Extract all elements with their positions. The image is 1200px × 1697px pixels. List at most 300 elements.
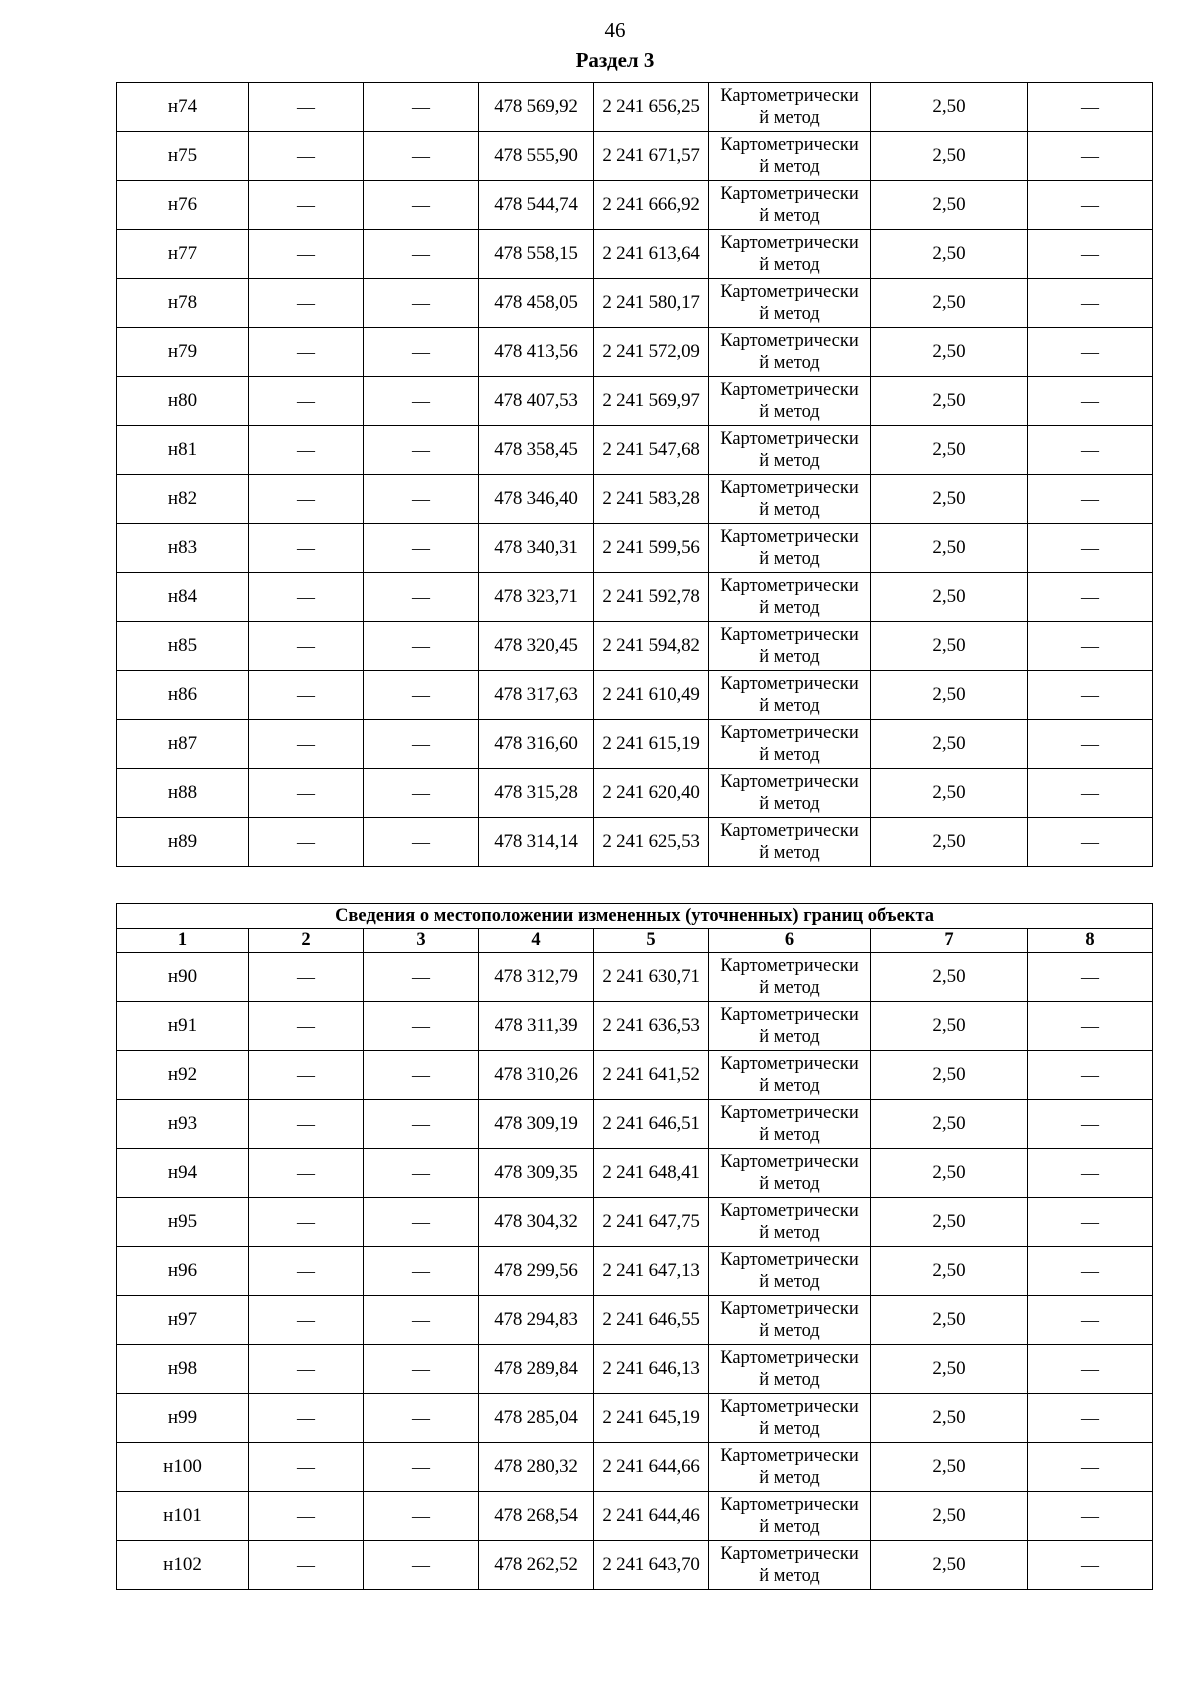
existing-y-cell: — (364, 671, 479, 720)
method-line-2: й метод (759, 1321, 820, 1341)
new-y-cell: 2 241 666,92 (594, 181, 709, 230)
point-id-cell: н96 (117, 1247, 249, 1296)
new-x-cell: 478 262,52 (479, 1541, 594, 1590)
method-line-1: Картометрически (720, 723, 859, 743)
method-line-1: Картометрически (720, 331, 859, 351)
table-row (117, 622, 1153, 671)
existing-x-cell: — (249, 83, 364, 132)
new-x-cell: 478 315,28 (479, 769, 594, 818)
existing-x-cell: — (249, 524, 364, 573)
new-x-cell: 478 555,90 (479, 132, 594, 181)
table-row (117, 230, 1153, 279)
method-line-2: й метод (759, 1125, 820, 1145)
new-y-cell: 2 241 594,82 (594, 622, 709, 671)
existing-x-cell: — (249, 1247, 364, 1296)
method-line-1: Картометрически (720, 429, 859, 449)
table-row (117, 1443, 1153, 1492)
existing-y-cell: — (364, 1492, 479, 1541)
existing-x-cell: — (249, 573, 364, 622)
column-number-3: 3 (364, 929, 479, 953)
accuracy-cell: 2,50 (871, 671, 1028, 720)
new-y-cell: 2 241 671,57 (594, 132, 709, 181)
changed-boundaries-table (116, 903, 1153, 1590)
point-id-cell: н82 (117, 475, 249, 524)
point-id-cell: н74 (117, 83, 249, 132)
new-x-cell: 478 311,39 (479, 1002, 594, 1051)
method-line-2: й метод (759, 1566, 820, 1586)
new-y-cell: 2 241 645,19 (594, 1394, 709, 1443)
existing-x-cell: — (249, 279, 364, 328)
method-cell (709, 475, 871, 524)
table-row (117, 377, 1153, 426)
accuracy-cell: 2,50 (871, 475, 1028, 524)
description-cell: — (1028, 475, 1153, 524)
method-line-1: Картометрически (720, 282, 859, 302)
new-x-cell: 478 294,83 (479, 1296, 594, 1345)
method-line-1: Картометрически (720, 1397, 859, 1417)
new-y-cell: 2 241 644,66 (594, 1443, 709, 1492)
existing-y-cell: — (364, 132, 479, 181)
description-cell: — (1028, 1149, 1153, 1198)
new-x-cell: 478 289,84 (479, 1345, 594, 1394)
existing-y-cell: — (364, 953, 479, 1002)
method-line-2: й метод (759, 1174, 820, 1194)
table-row (117, 671, 1153, 720)
method-line-2: й метод (759, 1419, 820, 1439)
existing-x-cell: — (249, 1492, 364, 1541)
accuracy-cell: 2,50 (871, 720, 1028, 769)
table-row (117, 573, 1153, 622)
table-row (117, 769, 1153, 818)
new-x-cell: 478 309,35 (479, 1149, 594, 1198)
accuracy-cell: 2,50 (871, 1492, 1028, 1541)
method-cell (709, 524, 871, 573)
column-number-1: 1 (117, 929, 249, 953)
description-cell: — (1028, 1296, 1153, 1345)
existing-y-cell: — (364, 377, 479, 426)
new-x-cell: 478 346,40 (479, 475, 594, 524)
method-line-2: й метод (759, 647, 820, 667)
method-line-2: й метод (759, 843, 820, 863)
method-line-2: й метод (759, 745, 820, 765)
coordinates-table-continued (116, 82, 1153, 867)
new-x-cell: 478 569,92 (479, 83, 594, 132)
method-cell (709, 132, 871, 181)
description-cell: — (1028, 573, 1153, 622)
existing-x-cell: — (249, 1443, 364, 1492)
existing-y-cell: — (364, 1051, 479, 1100)
method-cell (709, 1492, 871, 1541)
method-line-1: Картометрически (720, 233, 859, 253)
accuracy-cell: 2,50 (871, 1002, 1028, 1051)
method-cell (709, 1149, 871, 1198)
existing-x-cell: — (249, 1541, 364, 1590)
table-row (117, 328, 1153, 377)
method-line-2: й метод (759, 1223, 820, 1243)
description-cell: — (1028, 769, 1153, 818)
point-id-cell: н88 (117, 769, 249, 818)
existing-x-cell: — (249, 953, 364, 1002)
accuracy-cell: 2,50 (871, 573, 1028, 622)
accuracy-cell: 2,50 (871, 377, 1028, 426)
new-x-cell: 478 413,56 (479, 328, 594, 377)
point-id-cell: н98 (117, 1345, 249, 1394)
method-line-1: Картометрически (720, 86, 859, 106)
table-row (117, 475, 1153, 524)
accuracy-cell: 2,50 (871, 769, 1028, 818)
new-y-cell: 2 241 625,53 (594, 818, 709, 867)
description-cell: — (1028, 1394, 1153, 1443)
method-line-1: Картометрически (720, 184, 859, 204)
new-y-cell: 2 241 580,17 (594, 279, 709, 328)
existing-y-cell: — (364, 181, 479, 230)
accuracy-cell: 2,50 (871, 1394, 1028, 1443)
new-x-cell: 478 358,45 (479, 426, 594, 475)
point-id-cell: н97 (117, 1296, 249, 1345)
existing-y-cell: — (364, 1443, 479, 1492)
method-cell (709, 1100, 871, 1149)
description-cell: — (1028, 1100, 1153, 1149)
method-line-2: й метод (759, 255, 820, 275)
method-line-1: Картометрически (720, 772, 859, 792)
table-row (117, 1492, 1153, 1541)
method-line-2: й метод (759, 451, 820, 471)
method-cell (709, 1002, 871, 1051)
new-x-cell: 478 309,19 (479, 1100, 594, 1149)
method-line-2: й метод (759, 1517, 820, 1537)
existing-y-cell: — (364, 426, 479, 475)
description-cell: — (1028, 377, 1153, 426)
method-line-1: Картометрически (720, 1201, 859, 1221)
method-line-2: й метод (759, 206, 820, 226)
method-line-1: Картометрически (720, 478, 859, 498)
method-line-1: Картометрически (720, 1250, 859, 1270)
table-row (117, 426, 1153, 475)
new-x-cell: 478 317,63 (479, 671, 594, 720)
point-id-cell: н85 (117, 622, 249, 671)
new-y-cell: 2 241 641,52 (594, 1051, 709, 1100)
existing-y-cell: — (364, 524, 479, 573)
method-cell (709, 426, 871, 475)
accuracy-cell: 2,50 (871, 426, 1028, 475)
method-cell (709, 573, 871, 622)
new-y-cell: 2 241 646,13 (594, 1345, 709, 1394)
new-y-cell: 2 241 648,41 (594, 1149, 709, 1198)
table-row (117, 83, 1153, 132)
method-cell (709, 83, 871, 132)
existing-x-cell: — (249, 1198, 364, 1247)
new-x-cell: 478 285,04 (479, 1394, 594, 1443)
new-y-cell: 2 241 592,78 (594, 573, 709, 622)
point-id-cell: н78 (117, 279, 249, 328)
method-line-1: Картометрически (720, 625, 859, 645)
new-y-cell: 2 241 613,64 (594, 230, 709, 279)
description-cell: — (1028, 953, 1153, 1002)
new-x-cell: 478 310,26 (479, 1051, 594, 1100)
description-cell: — (1028, 1198, 1153, 1247)
method-line-1: Картометрически (720, 1446, 859, 1466)
existing-y-cell: — (364, 1149, 479, 1198)
table-row (117, 1002, 1153, 1051)
new-x-cell: 478 268,54 (479, 1492, 594, 1541)
new-x-cell: 478 407,53 (479, 377, 594, 426)
table-row (117, 1051, 1153, 1100)
description-cell: — (1028, 83, 1153, 132)
new-y-cell: 2 241 644,46 (594, 1492, 709, 1541)
description-cell: — (1028, 1051, 1153, 1100)
existing-y-cell: — (364, 230, 479, 279)
new-y-cell: 2 241 547,68 (594, 426, 709, 475)
existing-x-cell: — (249, 622, 364, 671)
method-line-1: Картометрически (720, 821, 859, 841)
new-y-cell: 2 241 643,70 (594, 1541, 709, 1590)
accuracy-cell: 2,50 (871, 524, 1028, 573)
description-cell: — (1028, 426, 1153, 475)
table-row (117, 1247, 1153, 1296)
description-cell: — (1028, 181, 1153, 230)
method-line-1: Картометрически (720, 1299, 859, 1319)
new-y-cell: 2 241 647,75 (594, 1198, 709, 1247)
table-row (117, 132, 1153, 181)
method-cell (709, 1247, 871, 1296)
method-line-2: й метод (759, 794, 820, 814)
point-id-cell: н83 (117, 524, 249, 573)
accuracy-cell: 2,50 (871, 230, 1028, 279)
table-row (117, 1394, 1153, 1443)
new-y-cell: 2 241 572,09 (594, 328, 709, 377)
accuracy-cell: 2,50 (871, 1149, 1028, 1198)
point-id-cell: н81 (117, 426, 249, 475)
point-id-cell: н86 (117, 671, 249, 720)
point-id-cell: н99 (117, 1394, 249, 1443)
method-cell (709, 769, 871, 818)
table-row (117, 1149, 1153, 1198)
method-line-2: й метод (759, 696, 820, 716)
accuracy-cell: 2,50 (871, 132, 1028, 181)
table-row (117, 818, 1153, 867)
new-y-cell: 2 241 610,49 (594, 671, 709, 720)
method-cell (709, 818, 871, 867)
existing-x-cell: — (249, 230, 364, 279)
accuracy-cell: 2,50 (871, 1198, 1028, 1247)
existing-x-cell: — (249, 1394, 364, 1443)
method-line-1: Картометрически (720, 1103, 859, 1123)
method-line-2: й метод (759, 1027, 820, 1047)
method-line-2: й метод (759, 500, 820, 520)
new-y-cell: 2 241 569,97 (594, 377, 709, 426)
description-cell: — (1028, 818, 1153, 867)
new-x-cell: 478 304,32 (479, 1198, 594, 1247)
column-number-5: 5 (594, 929, 709, 953)
existing-y-cell: — (364, 1541, 479, 1590)
new-x-cell: 478 314,14 (479, 818, 594, 867)
new-y-cell: 2 241 646,55 (594, 1296, 709, 1345)
existing-y-cell: — (364, 1296, 479, 1345)
method-line-2: й метод (759, 353, 820, 373)
method-line-2: й метод (759, 1370, 820, 1390)
method-line-2: й метод (759, 108, 820, 128)
new-x-cell: 478 544,74 (479, 181, 594, 230)
accuracy-cell: 2,50 (871, 818, 1028, 867)
method-line-2: й метод (759, 402, 820, 422)
column-number-7: 7 (871, 929, 1028, 953)
description-cell: — (1028, 328, 1153, 377)
method-line-2: й метод (759, 598, 820, 618)
description-cell: — (1028, 1541, 1153, 1590)
table-row (117, 1345, 1153, 1394)
existing-y-cell: — (364, 1394, 479, 1443)
existing-x-cell: — (249, 181, 364, 230)
new-y-cell: 2 241 620,40 (594, 769, 709, 818)
existing-x-cell: — (249, 1051, 364, 1100)
method-cell (709, 1198, 871, 1247)
method-line-2: й метод (759, 304, 820, 324)
description-cell: — (1028, 720, 1153, 769)
existing-x-cell: — (249, 1296, 364, 1345)
point-id-cell: н80 (117, 377, 249, 426)
accuracy-cell: 2,50 (871, 1100, 1028, 1149)
method-line-2: й метод (759, 549, 820, 569)
new-x-cell: 478 320,45 (479, 622, 594, 671)
new-y-cell: 2 241 646,51 (594, 1100, 709, 1149)
new-y-cell: 2 241 599,56 (594, 524, 709, 573)
table-row (117, 1541, 1153, 1590)
method-line-1: Картометрически (720, 674, 859, 694)
accuracy-cell: 2,50 (871, 83, 1028, 132)
method-line-2: й метод (759, 1076, 820, 1096)
existing-y-cell: — (364, 622, 479, 671)
method-line-1: Картометрически (720, 576, 859, 596)
method-cell (709, 622, 871, 671)
method-cell (709, 1443, 871, 1492)
accuracy-cell: 2,50 (871, 622, 1028, 671)
point-id-cell: н95 (117, 1198, 249, 1247)
method-line-2: й метод (759, 1272, 820, 1292)
existing-x-cell: — (249, 377, 364, 426)
description-cell: — (1028, 622, 1153, 671)
new-x-cell: 478 312,79 (479, 953, 594, 1002)
description-cell: — (1028, 524, 1153, 573)
new-y-cell: 2 241 636,53 (594, 1002, 709, 1051)
table-row (117, 181, 1153, 230)
method-line-2: й метод (759, 978, 820, 998)
existing-x-cell: — (249, 671, 364, 720)
new-x-cell: 478 340,31 (479, 524, 594, 573)
method-cell (709, 1051, 871, 1100)
method-cell (709, 1345, 871, 1394)
point-id-cell: н100 (117, 1443, 249, 1492)
column-number-6: 6 (709, 929, 871, 953)
accuracy-cell: 2,50 (871, 1541, 1028, 1590)
method-line-1: Картометрически (720, 956, 859, 976)
accuracy-cell: 2,50 (871, 1345, 1028, 1394)
table-row (117, 279, 1153, 328)
existing-y-cell: — (364, 1198, 479, 1247)
method-cell (709, 279, 871, 328)
accuracy-cell: 2,50 (871, 1443, 1028, 1492)
table-row (117, 1100, 1153, 1149)
existing-y-cell: — (364, 1002, 479, 1051)
new-y-cell: 2 241 630,71 (594, 953, 709, 1002)
new-y-cell: 2 241 583,28 (594, 475, 709, 524)
existing-y-cell: — (364, 328, 479, 377)
method-cell (709, 720, 871, 769)
existing-y-cell: — (364, 720, 479, 769)
existing-y-cell: — (364, 279, 479, 328)
description-cell: — (1028, 1002, 1153, 1051)
new-x-cell: 478 558,15 (479, 230, 594, 279)
point-id-cell: н101 (117, 1492, 249, 1541)
existing-x-cell: — (249, 328, 364, 377)
method-cell (709, 671, 871, 720)
point-id-cell: н76 (117, 181, 249, 230)
new-x-cell: 478 458,05 (479, 279, 594, 328)
table-row (117, 1198, 1153, 1247)
existing-y-cell: — (364, 573, 479, 622)
method-line-2: й метод (759, 157, 820, 177)
column-number-4: 4 (479, 929, 594, 953)
existing-x-cell: — (249, 1100, 364, 1149)
existing-y-cell: — (364, 1345, 479, 1394)
description-cell: — (1028, 132, 1153, 181)
existing-y-cell: — (364, 1100, 479, 1149)
point-id-cell: н102 (117, 1541, 249, 1590)
method-cell (709, 953, 871, 1002)
accuracy-cell: 2,50 (871, 1296, 1028, 1345)
table-row (117, 1296, 1153, 1345)
existing-y-cell: — (364, 818, 479, 867)
new-x-cell: 478 323,71 (479, 573, 594, 622)
accuracy-cell: 2,50 (871, 953, 1028, 1002)
method-line-1: Картометрически (720, 527, 859, 547)
accuracy-cell: 2,50 (871, 181, 1028, 230)
accuracy-cell: 2,50 (871, 1051, 1028, 1100)
method-line-1: Картометрически (720, 1348, 859, 1368)
method-cell (709, 1541, 871, 1590)
existing-x-cell: — (249, 132, 364, 181)
new-y-cell: 2 241 647,13 (594, 1247, 709, 1296)
existing-x-cell: — (249, 1345, 364, 1394)
point-id-cell: н91 (117, 1002, 249, 1051)
method-cell (709, 1296, 871, 1345)
table-caption: Сведения о местоположении измененных (уточненных) границ объекта (117, 904, 1153, 929)
existing-x-cell: — (249, 769, 364, 818)
new-x-cell: 478 299,56 (479, 1247, 594, 1296)
point-id-cell: н92 (117, 1051, 249, 1100)
description-cell: — (1028, 1345, 1153, 1394)
existing-y-cell: — (364, 1247, 479, 1296)
new-y-cell: 2 241 656,25 (594, 83, 709, 132)
table-row (117, 524, 1153, 573)
new-x-cell: 478 280,32 (479, 1443, 594, 1492)
point-id-cell: н93 (117, 1100, 249, 1149)
method-cell (709, 181, 871, 230)
accuracy-cell: 2,50 (871, 1247, 1028, 1296)
description-cell: — (1028, 1443, 1153, 1492)
existing-x-cell: — (249, 426, 364, 475)
method-line-1: Картометрически (720, 135, 859, 155)
point-id-cell: н79 (117, 328, 249, 377)
point-id-cell: н90 (117, 953, 249, 1002)
description-cell: — (1028, 279, 1153, 328)
method-line-2: й метод (759, 1468, 820, 1488)
method-line-1: Картометрически (720, 1544, 859, 1564)
description-cell: — (1028, 230, 1153, 279)
existing-x-cell: — (249, 1002, 364, 1051)
page-number: 46 (604, 18, 626, 42)
new-y-cell: 2 241 615,19 (594, 720, 709, 769)
method-line-1: Картометрически (720, 1495, 859, 1515)
